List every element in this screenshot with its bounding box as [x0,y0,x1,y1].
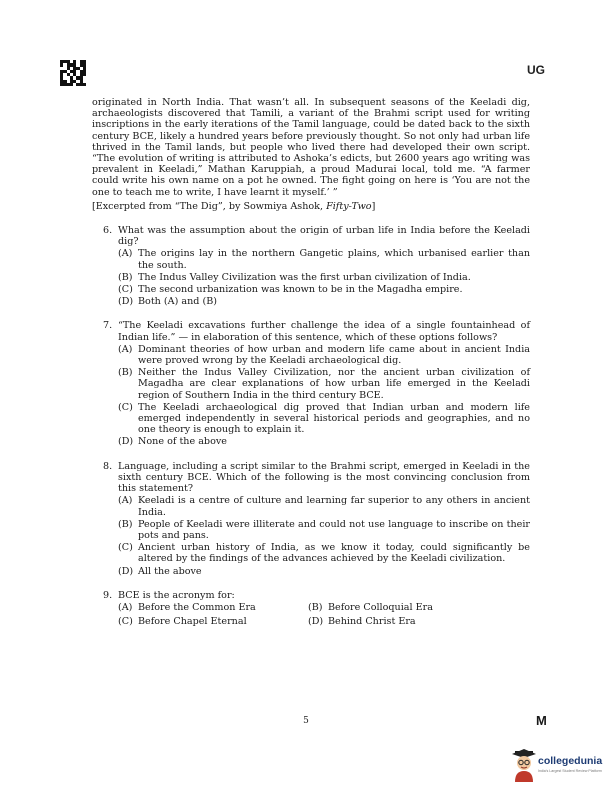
option-key: (B) [308,601,323,613]
option-b[interactable] [118,272,530,283]
option-text: Before Colloquial Era [328,601,433,613]
brand-name: collegedunia [538,755,603,767]
question-number: 9. [103,589,113,601]
option-text: Before the Common Era [138,601,256,613]
question-number: 6. [103,225,113,237]
page-number: 5 [303,716,309,726]
option-a[interactable] [118,344,530,366]
option-c[interactable] [118,616,308,627]
set-mark: M [536,713,547,728]
option-key: (B) [118,367,133,379]
option-key: (A) [118,601,133,613]
brand-tagline: India's Largest Student Review Platform [538,769,602,773]
page-content [92,97,530,627]
brand-watermark[interactable] [510,748,606,784]
option-key: (C) [118,284,133,296]
option-key: (D) [308,616,324,628]
option-c[interactable] [118,284,530,295]
question-text: What was the assumption about the origin of urban life in India before the Keeladi dig? [118,225,530,248]
question-7 [92,320,530,447]
passage-source [92,201,530,212]
exam-code: UG [527,63,545,77]
option-text: All the above [138,565,202,577]
option-text: Dominant theories of how urban and modern life came about in ancient India were proved wrong by the Keeladi archaeological dig. [138,343,530,367]
qr-module [83,83,86,86]
question-number: 8. [103,460,113,472]
option-text: Behind Christ Era [328,616,416,628]
option-key: (D) [118,565,134,577]
option-d[interactable] [308,616,498,627]
option-key: (A) [118,495,133,507]
option-text: The Keeladi archaeological dig proved that Indian urban and modern life emerged independently in several historical periods and geographies, and no one theory is enough to explain it. [138,401,530,436]
option-text: The origins lay in the northern Gangetic plains, which urbanised earlier than the south. [138,248,530,271]
option-text: Before Chapel Eternal [138,616,247,628]
question-number: 7. [103,320,113,332]
option-c[interactable] [118,542,530,564]
option-key: (B) [118,271,133,283]
option-key: (C) [118,616,133,628]
option-key: (B) [118,518,133,530]
question-text: “The Keeladi excavations further challenge the idea of a single fountainhead of Indian life.” — in elaboration of this sentence, which of these options follows? [118,320,530,343]
option-a[interactable] [118,495,530,517]
option-c[interactable] [118,402,530,436]
passage-text: originated in North India. That wasn’t all. In subsequent seasons of the Keeladi dig, archaeologists discovered that Tamili, a variant of the Brahmi script used for writing inscriptions in the early iterations of the Tamil language, could be dated back to the sixth century BCE, likely a hundred years before previously thought. So not only had urban life thrived in the Tamil lands, but people who lived there had developed their own script. “The evolution of writing is attributed to Ashoka’s edicts, but 2600 years ago writing was prevalent in Keeladi,” Mathan Karuppiah, a proud Madurai local, told me. “A farmer could write his own name on a pot he owned. The fight going on here is ‘You are not the one to teach me to write, I have learnt it myself.’ ” [92,97,530,198]
option-d[interactable] [118,296,530,307]
option-text: The Indus Valley Civilization was the first urban civilization of India. [138,271,471,283]
question-6 [92,225,530,307]
source-prefix: [Excerpted from “The Dig”, by Sowmiya Ashok, [92,200,327,212]
option-text: People of Keeladi were illiterate and could not use language to inscribe on their pots and pans. [138,518,530,541]
option-text: Ancient urban history of India, as we know it today, could significantly be altered by the findings of the advances achieved by the Keeladi civilization. [138,542,530,565]
option-a[interactable] [118,602,308,613]
option-key: (D) [118,436,134,448]
option-text: The second urbanization was known to be in the Magadha empire. [138,284,463,296]
question-text: Language, including a script similar to the Brahmi script, emerged in Keeladi in the sixth century BCE. Which of the following is the most convincing conclusion from this statement? [118,460,530,495]
option-a[interactable] [118,248,530,270]
source-title: Fifty-Two [326,200,372,212]
option-text: Both (A) and (B) [138,296,217,308]
option-b[interactable] [118,367,530,401]
option-b[interactable] [308,602,498,613]
question-9 [92,590,530,628]
option-text: Keeladi is a centre of culture and learning far superior to any others in ancient India. [138,495,530,518]
source-suffix: ] [371,200,376,212]
option-d[interactable] [118,436,530,447]
option-text: Neither the Indus Valley Civilization, nor the ancient urban civilization of Magadha are clear explanations of how urban life emerged in the Keeladi region of Southern India in the third century BCE. [138,367,530,401]
graduate-mascot-icon [510,748,538,782]
option-key: (C) [118,401,133,413]
option-text: None of the above [138,436,227,448]
option-key: (A) [118,248,133,260]
question-8 [92,461,530,577]
option-key: (A) [118,343,133,355]
option-key: (D) [118,296,134,308]
question-text: BCE is the acronym for: [118,589,235,601]
option-b[interactable] [118,519,530,541]
option-d[interactable] [118,566,530,577]
option-key: (C) [118,542,133,554]
qr-code [60,60,86,86]
